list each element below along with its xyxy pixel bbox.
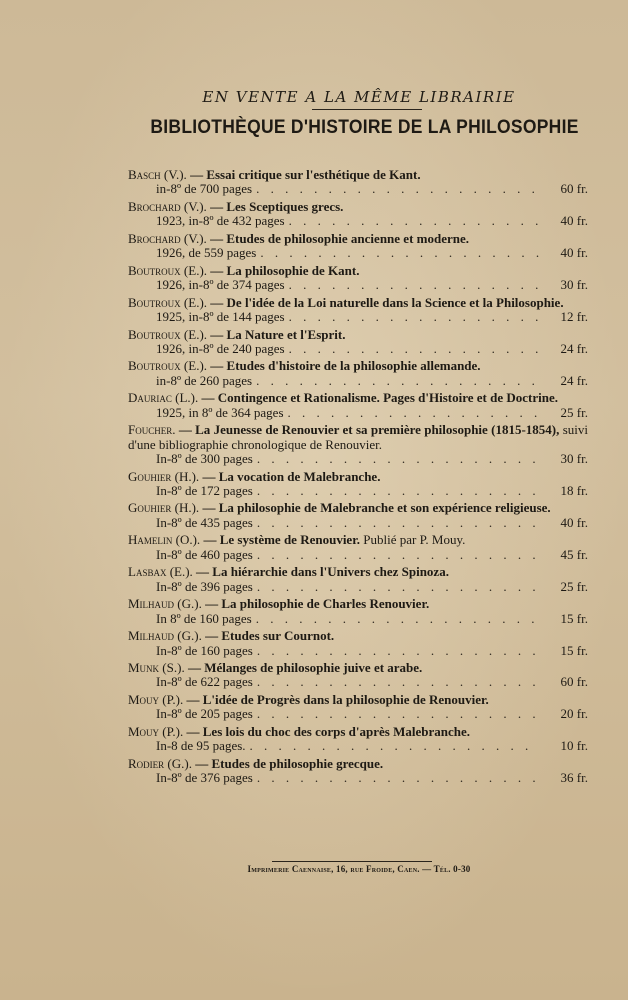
book-entry <box>128 470 588 499</box>
book-title: — Etudes d'histoire de la philosophie allemande. <box>210 358 481 374</box>
dot-leader <box>289 342 540 356</box>
book-title: — De l'idée de la Loi naturelle dans la Science et la Philosophie. <box>210 294 564 310</box>
dot-leader <box>257 644 540 658</box>
book-entry <box>128 565 588 594</box>
book-details <box>128 214 588 228</box>
book-title: — La Nature et l'Esprit. <box>210 326 346 342</box>
book-title: — La hiérarchie dans l'Univers chez Spinoza. <box>196 564 449 580</box>
book-format-pages: In-8º de 300 pages <box>156 451 253 467</box>
book-title: — Etudes de philosophie grecque. <box>195 755 384 771</box>
book-entry-heading <box>128 501 588 515</box>
book-price: 40 fr. <box>560 213 588 229</box>
book-entry <box>128 359 588 388</box>
book-note: Publié par P. Mouy. <box>360 532 466 548</box>
book-details <box>128 310 588 324</box>
book-note: suivi d'une bibliographie chronologique de Renouvier. <box>128 422 588 452</box>
book-entry-heading <box>128 693 588 707</box>
book-entry-heading <box>128 725 588 739</box>
book-price: 40 fr. <box>560 514 588 530</box>
book-entry <box>128 200 588 229</box>
footer-rule <box>272 861 432 862</box>
dot-leader <box>289 310 540 324</box>
book-details <box>128 452 588 466</box>
book-author: Brochard (V.). <box>128 230 207 246</box>
book-entry-heading <box>128 232 588 246</box>
book-entry-heading <box>128 359 588 373</box>
book-entry <box>128 296 588 325</box>
book-author: Lasbax (E.). <box>128 564 193 580</box>
book-price: 24 fr. <box>560 372 588 388</box>
book-details <box>128 707 588 721</box>
book-details <box>128 771 588 785</box>
book-format-pages: In 8º de 160 pages <box>156 610 252 626</box>
dot-leader <box>256 612 540 626</box>
dot-leader <box>256 374 540 388</box>
book-entry-heading <box>128 328 588 342</box>
book-list <box>128 168 588 789</box>
book-entry-heading <box>128 565 588 579</box>
book-entry <box>128 168 588 197</box>
book-title: — Le système de Renouvier. <box>203 532 361 548</box>
book-format-pages: 1925, in 8º de 364 pages <box>156 404 284 420</box>
book-details <box>128 484 588 498</box>
book-price: 60 fr. <box>560 181 588 197</box>
book-title: — La philosophie de Malebranche et son expérience religieuse. <box>202 500 551 516</box>
book-entry <box>128 597 588 626</box>
book-author: Boutroux (E.). <box>128 262 208 278</box>
book-title: — La philosophie de Kant. <box>210 262 360 278</box>
book-author: Hamelin (O.). <box>128 532 201 548</box>
book-format-pages: In-8º de 172 pages <box>156 482 253 498</box>
book-entry <box>128 661 588 690</box>
book-entry <box>128 232 588 261</box>
book-title: — L'idée de Progrès dans la philosophie de Renouvier. <box>186 691 489 707</box>
book-title: — Les lois du choc des corps d'après Malebranche. <box>186 723 470 739</box>
book-price: 45 fr. <box>560 546 588 562</box>
book-title: — Les Sceptiques grecs. <box>210 198 344 214</box>
book-title: — La philosophie de Charles Renouvier. <box>205 596 430 612</box>
book-entry-heading <box>128 757 588 771</box>
book-price: 36 fr. <box>560 770 588 786</box>
dot-leader <box>260 246 540 260</box>
book-details <box>128 580 588 594</box>
book-details <box>128 739 588 753</box>
book-entry-heading <box>128 629 588 643</box>
series-heading: EN VENTE A LA MÊME LIBRAIRIE <box>202 88 516 106</box>
book-format-pages: In-8º de 622 pages <box>156 674 253 690</box>
dot-leader <box>257 452 540 466</box>
book-details <box>128 374 588 388</box>
book-details <box>128 182 588 196</box>
book-entry-heading <box>128 296 588 310</box>
book-title: — Mélanges de philosophie juive et arabe. <box>187 660 423 675</box>
book-title: — La Jeunesse de Renouvier et sa première philosophie (1815-1854), <box>178 422 560 438</box>
dot-leader <box>289 214 540 228</box>
book-author: Gouhier (H.). <box>128 500 200 516</box>
book-details <box>128 342 588 356</box>
dot-leader <box>256 182 540 196</box>
book-details <box>128 675 588 689</box>
book-entry-heading <box>128 661 588 675</box>
book-entry-heading <box>128 470 588 484</box>
book-entry-heading <box>128 597 588 611</box>
book-entry <box>128 391 588 420</box>
book-price: 20 fr. <box>560 706 588 722</box>
book-format-pages: 1926, in-8º de 240 pages <box>156 340 285 356</box>
book-price: 15 fr. <box>560 610 588 626</box>
book-price: 25 fr. <box>560 578 588 594</box>
book-details <box>128 516 588 530</box>
dot-leader <box>257 707 540 721</box>
dot-leader <box>250 739 540 753</box>
book-format-pages: In-8º de 376 pages <box>156 770 253 786</box>
book-price: 12 fr. <box>560 309 588 325</box>
book-author: Boutroux (E.). <box>128 294 208 310</box>
book-author: Basch (V.). <box>128 167 187 182</box>
dot-leader <box>257 675 540 689</box>
book-details <box>128 246 588 260</box>
dot-leader <box>257 580 540 594</box>
book-entry-heading <box>128 391 588 405</box>
dot-leader <box>289 278 540 292</box>
book-entry <box>128 501 588 530</box>
book-author: Mouy (P.). <box>128 723 184 739</box>
book-format-pages: In-8º de 435 pages <box>156 514 253 530</box>
book-author: Munk (S.). <box>128 660 185 675</box>
dot-leader <box>257 484 540 498</box>
book-entry <box>128 328 588 357</box>
book-entry <box>128 423 588 466</box>
book-price: 60 fr. <box>560 674 588 690</box>
book-details <box>128 548 588 562</box>
book-format-pages: In-8º de 460 pages <box>156 546 253 562</box>
book-price: 24 fr. <box>560 340 588 356</box>
book-format-pages: In-8º de 160 pages <box>156 642 253 658</box>
book-price: 30 fr. <box>560 451 588 467</box>
book-details <box>128 644 588 658</box>
book-price: 40 fr. <box>560 245 588 261</box>
printer-imprint: Imprimerie Caennaise, 16, rue Froide, Caen. — Tél. 0-30 <box>247 864 471 874</box>
book-price: 15 fr. <box>560 642 588 658</box>
dot-leader <box>257 516 540 530</box>
book-price: 18 fr. <box>560 482 588 498</box>
header-rule <box>312 109 422 110</box>
book-entry <box>128 264 588 293</box>
dot-leader <box>257 548 540 562</box>
book-format-pages: 1926, de 559 pages <box>156 245 257 261</box>
book-entry <box>128 629 588 658</box>
book-details <box>128 406 588 420</box>
book-entry <box>128 725 588 754</box>
dot-leader <box>288 406 540 420</box>
book-author: Brochard (V.). <box>128 198 207 214</box>
book-format-pages: In-8º de 396 pages <box>156 578 253 594</box>
book-author: Milhaud (G.). <box>128 628 202 644</box>
book-price: 25 fr. <box>560 404 588 420</box>
dot-leader <box>257 771 540 785</box>
book-title: — Contingence et Rationalisme. Pages d'Histoire et de Doctrine. <box>201 390 558 406</box>
book-author: Boutroux (E.). <box>128 358 208 374</box>
book-author: Foucher. <box>128 422 176 438</box>
book-format-pages: in-8º de 700 pages <box>156 181 253 197</box>
book-entry-heading <box>128 533 588 547</box>
book-title: — Etudes sur Cournot. <box>205 628 335 644</box>
book-price: 30 fr. <box>560 277 588 293</box>
book-author: Rodier (G.). <box>128 755 192 771</box>
book-entry-heading <box>128 264 588 278</box>
book-author: Boutroux (E.). <box>128 326 208 342</box>
book-entry-heading <box>128 168 588 182</box>
book-details <box>128 278 588 292</box>
book-entry <box>128 757 588 786</box>
book-price: 10 fr. <box>560 738 588 754</box>
book-entry-heading <box>128 423 588 452</box>
book-title: — La vocation de Malebranche. <box>202 468 381 484</box>
book-author: Dauriac (L.). <box>128 390 199 406</box>
book-entry-heading <box>128 200 588 214</box>
book-format-pages: In-8º de 205 pages <box>156 706 253 722</box>
page-title: BIBLIOTHÈQUE D'HISTOIRE DE LA PHILOSOPHIE <box>150 117 579 138</box>
book-format-pages: In-8 de 95 pages. <box>156 738 246 754</box>
book-title: — Essai critique sur l'esthétique de Kant. <box>190 167 421 182</box>
book-format-pages: 1926, in-8º de 374 pages <box>156 277 285 293</box>
book-details <box>128 612 588 626</box>
book-author: Milhaud (G.). <box>128 596 202 612</box>
book-author: Gouhier (H.). <box>128 468 200 484</box>
book-format-pages: 1923, in-8º de 432 pages <box>156 213 285 229</box>
book-format-pages: in-8º de 260 pages <box>156 372 253 388</box>
book-title: — Etudes de philosophie ancienne et moderne. <box>210 230 469 246</box>
book-author: Mouy (P.). <box>128 691 184 707</box>
book-entry <box>128 693 588 722</box>
book-entry <box>128 533 588 562</box>
book-format-pages: 1925, in-8º de 144 pages <box>156 309 285 325</box>
